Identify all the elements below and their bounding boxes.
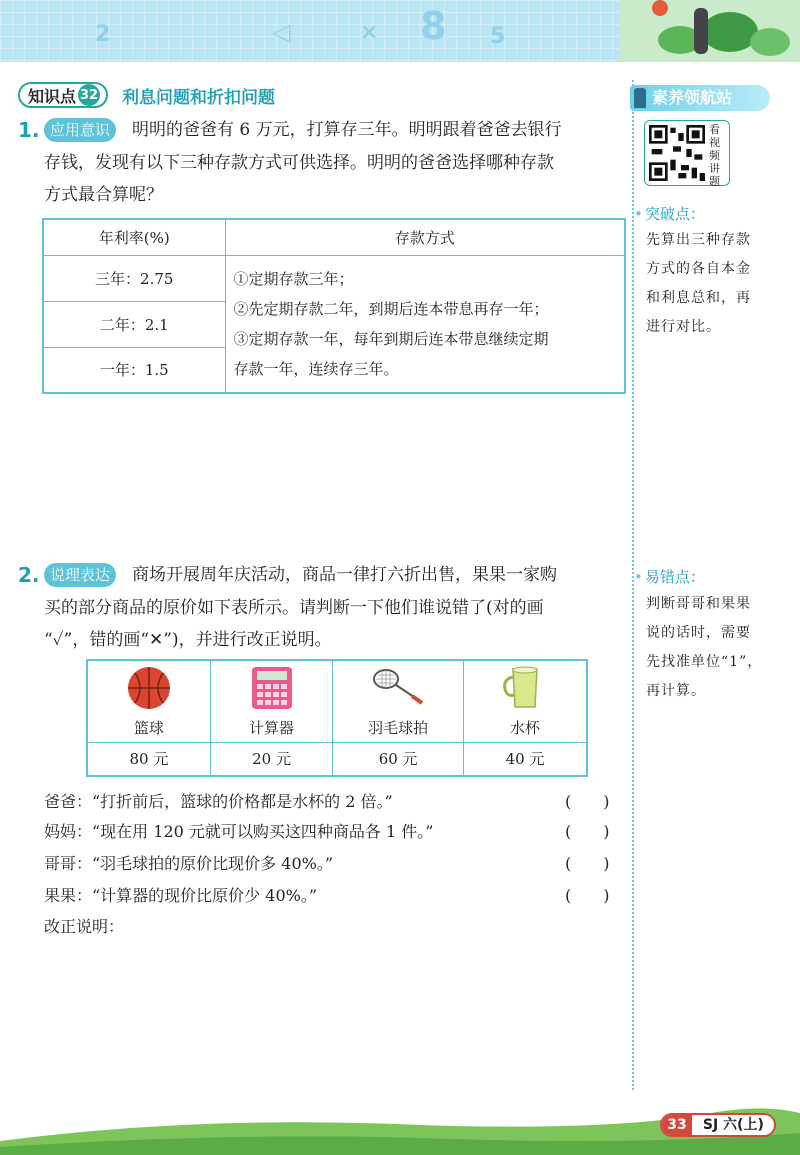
product-name: 计算器 xyxy=(249,719,295,737)
question-2-text-line: “✓”，错的画“✕”)，并进行改正说明。 xyxy=(44,630,332,650)
table-row xyxy=(43,255,625,301)
rate-cell: 二年：2.1 xyxy=(43,301,225,347)
common-error-text xyxy=(646,590,770,706)
side-panel-title-text: 素养领航站 xyxy=(652,88,733,107)
knowledge-point-number: 32 xyxy=(78,84,100,106)
table-header-row xyxy=(43,219,625,255)
interest-rate-table xyxy=(42,218,626,394)
question-1-text-line: 存钱，发现有以下三种存款方式可供选择。明明的爸爸选择哪种存款 xyxy=(44,153,554,173)
header-decoration: ◁ xyxy=(272,18,291,46)
deposit-method-line: ②先定期存款二年，到期后连本带息再存一年； xyxy=(233,299,549,318)
product-price: 60 元 xyxy=(333,742,464,776)
product-name: 水杯 xyxy=(510,719,541,737)
breakthrough-text xyxy=(646,226,770,342)
question-1-text-line: 方式最合算呢？ xyxy=(44,185,163,205)
cup-icon xyxy=(497,665,553,711)
book-code: SJ 六(上) xyxy=(702,1117,764,1133)
product-cell xyxy=(464,660,587,742)
answer-blank[interactable]: ( ) xyxy=(565,822,610,841)
product-price: 80 元 xyxy=(87,742,210,776)
page-number-badge xyxy=(660,1113,776,1137)
deposit-method-line: 存款一年，连续存三年。 xyxy=(233,359,399,378)
question-2-text-line: 商场开展周年庆活动，商品一律打六折出售，果果一家购 xyxy=(132,565,557,585)
breakthrough-line: 和利息总和，再 xyxy=(646,290,751,306)
column-header-rate: 年利率(%) xyxy=(43,219,225,255)
table-row xyxy=(87,742,587,776)
statement-mom: 妈妈：“现在用 120 元就可以购买这四种商品各 1 件。” xyxy=(44,822,434,841)
header-decoration: 2 xyxy=(95,22,111,47)
header-decoration: 8 xyxy=(420,4,447,48)
breakthrough-line: 方式的各自本金 xyxy=(646,261,751,277)
product-price: 40 元 xyxy=(464,742,587,776)
statement-guoguo: 果果：“计算器的现价比原价少 40%。” xyxy=(44,886,318,905)
question-2-text-line: 买的部分商品的原价如下表所示。请判断一下他们谁说错了(对的画 xyxy=(44,598,544,618)
product-cell xyxy=(333,660,464,742)
knowledge-point-label: 知识点 xyxy=(28,86,77,106)
statement-brother: 哥哥：“羽毛球拍的原价比现价多 40%。” xyxy=(44,854,334,873)
lighthouse-icon xyxy=(634,88,646,108)
question-2-number: 2. xyxy=(18,563,40,587)
rate-cell: 一年：1.5 xyxy=(43,347,225,393)
header-plant-decoration xyxy=(620,0,800,62)
knowledge-point-title: 利息问题和折扣问题 xyxy=(122,88,275,108)
common-error-line: 判断哥哥和果果 xyxy=(646,596,751,612)
product-name: 羽毛球拍 xyxy=(368,719,429,737)
question-1-number: 1. xyxy=(18,118,40,142)
product-price: 20 元 xyxy=(210,742,332,776)
product-name: 篮球 xyxy=(133,719,164,737)
header-decoration: 5 xyxy=(490,24,506,49)
correction-label: 改正说明： xyxy=(44,917,125,936)
breakthrough-label: • 突破点： xyxy=(634,203,705,224)
product-cell xyxy=(87,660,210,742)
knowledge-point-badge xyxy=(18,82,108,108)
breakthrough-line: 进行对比。 xyxy=(646,319,721,335)
common-error-label: • 易错点： xyxy=(634,566,705,587)
product-cell xyxy=(210,660,332,742)
common-error-line: 说的话时，需要 xyxy=(646,625,751,641)
question-2-tag: 说理表达 xyxy=(44,563,116,587)
deposit-method-line: ①定期存款三年； xyxy=(233,269,354,288)
calculator-icon xyxy=(244,665,300,711)
product-price-table xyxy=(86,659,588,777)
deposit-methods-cell xyxy=(225,255,625,393)
header-decoration: × xyxy=(360,20,379,45)
common-error-line: 先找准单位“1”， xyxy=(646,654,763,670)
statement-dad: 爸爸：“打折前后，篮球的价格都是水杯的 2 倍。” xyxy=(44,792,393,811)
answer-blank[interactable]: ( ) xyxy=(565,792,610,811)
common-error-line: 再计算。 xyxy=(646,683,706,699)
page-number: 33 xyxy=(662,1115,692,1135)
page-header-band xyxy=(0,0,800,62)
question-1-text-line: 明明的爸爸有 6 万元，打算存三年。明明跟着爸爸去银行 xyxy=(132,120,562,140)
badminton-racket-icon xyxy=(370,665,426,711)
table-row xyxy=(87,660,587,742)
side-panel-title xyxy=(630,85,770,111)
rate-cell: 三年：2.75 xyxy=(43,255,225,301)
qr-code-icon xyxy=(649,125,705,181)
deposit-method-line: ③定期存款一年，每年到期后连本带息继续定期 xyxy=(233,329,549,348)
question-1-tag: 应用意识 xyxy=(44,118,116,142)
qr-caption: 看视频讲题 xyxy=(709,123,720,188)
breakthrough-line: 先算出三种存款 xyxy=(646,232,751,248)
answer-blank[interactable]: ( ) xyxy=(565,854,610,873)
answer-blank[interactable]: ( ) xyxy=(565,886,610,905)
column-header-method: 存款方式 xyxy=(225,219,625,255)
basketball-icon xyxy=(121,665,177,711)
qr-code-card[interactable] xyxy=(644,120,730,186)
